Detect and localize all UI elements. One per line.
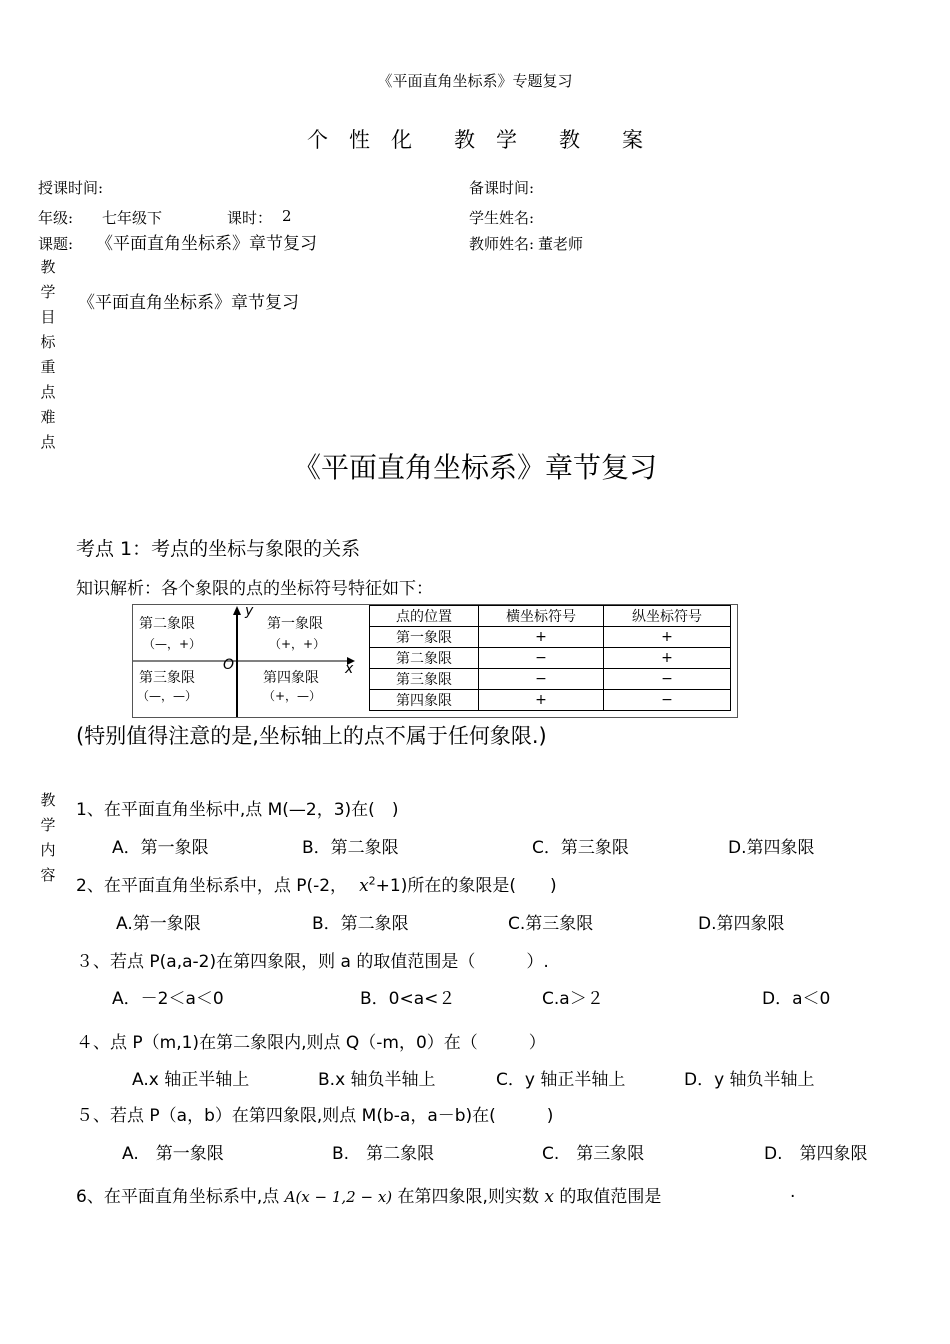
q1-option-b: B．第二象限 — [302, 838, 399, 858]
table-row — [370, 627, 731, 648]
q3-option-a: A．－2＜a＜0 — [112, 989, 224, 1009]
math-variable: x — [359, 876, 369, 896]
table-row — [370, 669, 731, 690]
main-title: 《平面直角坐标系》章节复习 — [292, 451, 657, 484]
q5-option-b: B. 第二象限 — [332, 1144, 435, 1164]
q5-option-c: C. 第三象限 — [542, 1144, 645, 1164]
q3-sign: （—，—） — [137, 689, 198, 703]
table-cell: 第二象限 — [370, 648, 479, 669]
question-4-stem: ４、点 P（m,1)在第二象限内,则点 Q（-m，0）在（ ） — [76, 1033, 546, 1053]
q4-option-b: B.x 轴负半轴上 — [318, 1070, 436, 1090]
q1-option-a: A．第一象限 — [112, 838, 209, 858]
student-name-label: 学生姓名: — [469, 209, 535, 227]
teacher-name-value: 董老师 — [538, 235, 584, 253]
grade-label: 年级: — [38, 209, 74, 227]
table-cell: + — [604, 648, 731, 669]
q4-option-a: A.x 轴正半轴上 — [132, 1070, 250, 1090]
q2-sign: （—，+） — [143, 637, 202, 651]
lesson-time-label: 授课时间: — [38, 179, 104, 197]
q2-option-d: D.第四象限 — [698, 914, 785, 934]
teacher-name-label: 教师姓名: — [469, 235, 535, 253]
q3-option-c: C.a＞２ — [542, 989, 604, 1009]
section-intro: 知识解析：各个象限的点的坐标符号特征如下： — [76, 579, 433, 599]
table-cell: − — [479, 669, 604, 690]
period-value: 2 — [282, 207, 292, 225]
table-cell: 第三象限 — [370, 669, 479, 690]
y-axis-arrow — [233, 606, 241, 615]
table-header: 纵坐标符号 — [604, 606, 731, 627]
q2-option-b: B．第二象限 — [312, 914, 409, 934]
table-header: 点的位置 — [370, 606, 479, 627]
table-cell: − — [604, 690, 731, 711]
objective-text: 《平面直角坐标系》章节复习 — [78, 293, 299, 313]
table-cell: + — [479, 690, 604, 711]
table-cell: 第一象限 — [370, 627, 479, 648]
math-variable: x — [544, 1187, 554, 1207]
quadrant-sign-table — [369, 605, 731, 711]
axis-y-label: y — [245, 603, 254, 619]
period-label: 课时： — [227, 209, 273, 227]
content-side-label: 教 学 内 容 — [40, 791, 56, 884]
table-row — [370, 648, 731, 669]
axis-note: (特别值得注意的是,坐标轴上的点不属于任何象限.) — [76, 724, 547, 748]
q4-name: 第四象限 — [263, 670, 319, 686]
q2-option-a: A.第一象限 — [116, 914, 201, 934]
q1-option-c: C．第三象限 — [532, 838, 629, 858]
question-6-end-mark: . — [790, 1182, 796, 1202]
q2-name: 第二象限 — [139, 616, 195, 632]
q2-option-c: C.第三象限 — [508, 914, 594, 934]
q4-option-c: C．y 轴正半轴上 — [496, 1070, 626, 1090]
q4-sign: （+，—） — [263, 689, 322, 703]
q1-option-d: D.第四象限 — [728, 838, 815, 858]
q1-sign: （+，+） — [269, 637, 326, 651]
grade-value: 七年级下 — [102, 209, 163, 227]
plan-title: 个 性 化 教 学 教 案 — [307, 128, 643, 152]
table-cell: − — [479, 648, 604, 669]
math-exponent: 2 — [368, 874, 376, 888]
q4-option-d: D．y 轴负半轴上 — [684, 1070, 815, 1090]
prep-time-label: 备课时间: — [469, 179, 535, 197]
question-6-stem: 6、在平面直角坐标系中,点 A(x − 1,2 − x) 在第四象限,则实数 x 的取值范围是 — [76, 1187, 662, 1207]
q5-option-d: D. 第四象限 — [764, 1144, 868, 1164]
q3-option-d: D．a＜0 — [762, 989, 831, 1009]
question-2-stem: 2、在平面直角坐标系中，点 P(-2， $x^2+1$)所在的象限是( ) — [76, 874, 557, 896]
quadrant-figure — [132, 604, 738, 718]
q5-option-a: A. 第一象限 — [122, 1144, 224, 1164]
origin-label: O — [223, 657, 235, 673]
table-row — [370, 690, 731, 711]
section-heading: 考点 1：考点的坐标与象限的关系 — [76, 538, 361, 560]
q3-name: 第三象限 — [139, 670, 195, 686]
table-cell: + — [604, 627, 731, 648]
table-cell: 第四象限 — [370, 690, 479, 711]
table-header-row — [370, 606, 731, 627]
question-1-stem: 1、在平面直角坐标中,点 M(—2，3)在( ) — [76, 800, 399, 820]
topic-value: 《平面直角坐标系》章节复习 — [96, 234, 317, 254]
table-cell: + — [479, 627, 604, 648]
objectives-side-label: 教 学 目 标 重 点 难 点 — [40, 258, 56, 451]
math-point-expression: A(x − 1,2 − x) — [284, 1188, 393, 1206]
table-cell: − — [604, 669, 731, 690]
topic-label: 课题: — [38, 235, 74, 253]
question-5-stem: ５、若点 P（a，b）在第四象限,则点 M(b-a，a－b)在( ) — [76, 1106, 554, 1126]
table-header: 横坐标符号 — [479, 606, 604, 627]
q1-name: 第一象限 — [267, 616, 323, 632]
question-3-stem: ３、若点 P(a,a-2)在第四象限，则 a 的取值范围是（ ）. — [76, 952, 549, 972]
running-title: 《平面直角坐标系》专题复习 — [377, 72, 573, 90]
axis-x-label: x — [345, 661, 354, 677]
q3-option-b: B．0<a<２ — [360, 989, 456, 1009]
